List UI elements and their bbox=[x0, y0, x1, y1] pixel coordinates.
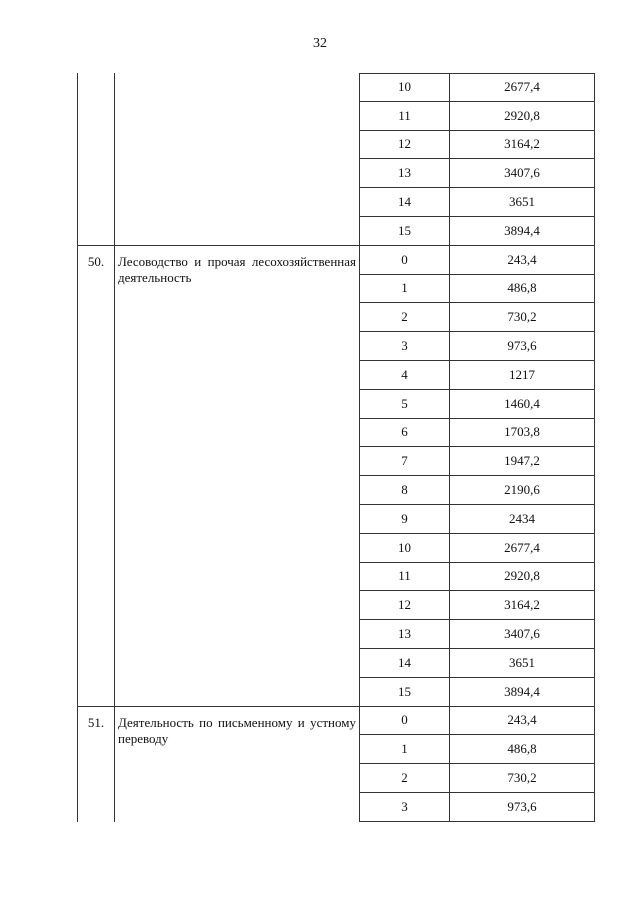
section-51-name: Деятельность по письменному и устному переводу bbox=[118, 715, 356, 746]
table-row bbox=[359, 303, 595, 332]
level-cell: 12 bbox=[360, 131, 450, 159]
value-cell: 243,4 bbox=[507, 251, 537, 267]
value-cell: 486,8 bbox=[507, 741, 537, 757]
level-cell: 4 bbox=[360, 361, 450, 389]
value-cell: 3407,6 bbox=[504, 165, 540, 181]
table-row bbox=[359, 591, 595, 620]
level-cell: 2 bbox=[360, 303, 450, 331]
value-cell: 2677,4 bbox=[504, 79, 540, 95]
value-cell: 3894,4 bbox=[504, 683, 540, 699]
value-cell: 2677,4 bbox=[504, 539, 540, 555]
level-cell: 2 bbox=[360, 764, 450, 792]
table-row bbox=[359, 707, 595, 736]
value-cell: 3651 bbox=[509, 194, 535, 210]
table-row bbox=[359, 159, 595, 188]
table-row bbox=[359, 649, 595, 678]
value-cell: 3164,2 bbox=[504, 136, 540, 152]
table-row bbox=[359, 390, 595, 419]
level-cell: 14 bbox=[360, 188, 450, 216]
value-cell: 486,8 bbox=[507, 280, 537, 296]
table-row bbox=[359, 361, 595, 390]
table-row bbox=[359, 332, 595, 361]
section-51-number: 51. bbox=[87, 715, 105, 730]
value-cell: 3407,6 bbox=[504, 626, 540, 642]
table-row bbox=[359, 505, 595, 534]
value-cell: 3894,4 bbox=[504, 222, 540, 238]
table-row bbox=[359, 217, 595, 246]
table-row bbox=[359, 620, 595, 649]
value-cell: 1460,4 bbox=[504, 395, 540, 411]
table-row bbox=[359, 534, 595, 563]
level-cell: 13 bbox=[360, 620, 450, 648]
value-cell: 2190,6 bbox=[504, 482, 540, 498]
value-cell: 1947,2 bbox=[504, 453, 540, 469]
table-row bbox=[359, 563, 595, 592]
level-cell: 10 bbox=[360, 534, 450, 562]
level-cell: 7 bbox=[360, 447, 450, 475]
level-cell: 15 bbox=[360, 678, 450, 706]
value-cell: 2434 bbox=[509, 510, 535, 526]
level-cell: 9 bbox=[360, 505, 450, 533]
table-left-border bbox=[77, 73, 78, 822]
level-cell: 10 bbox=[360, 74, 450, 101]
value-cell: 1217 bbox=[509, 366, 535, 382]
table-row bbox=[359, 73, 595, 102]
value-cell: 3651 bbox=[509, 654, 535, 670]
level-cell: 6 bbox=[360, 419, 450, 447]
level-cell: 14 bbox=[360, 649, 450, 677]
level-cell: 0 bbox=[360, 707, 450, 735]
table-row bbox=[359, 678, 595, 707]
value-cell: 730,2 bbox=[507, 309, 537, 325]
level-cell: 0 bbox=[360, 246, 450, 274]
table-row bbox=[359, 102, 595, 131]
section-51-top-border bbox=[77, 706, 359, 707]
value-cell: 3164,2 bbox=[504, 597, 540, 613]
value-cell: 973,6 bbox=[507, 338, 537, 354]
level-cell: 3 bbox=[360, 332, 450, 360]
level-cell: 3 bbox=[360, 793, 450, 821]
level-cell: 12 bbox=[360, 591, 450, 619]
level-cell: 8 bbox=[360, 476, 450, 504]
section-50-number: 50. bbox=[87, 254, 105, 269]
level-cell: 13 bbox=[360, 159, 450, 187]
value-cell: 2920,8 bbox=[504, 568, 540, 584]
value-cell: 730,2 bbox=[507, 770, 537, 786]
table-row bbox=[359, 131, 595, 160]
section-50-top-border bbox=[77, 245, 359, 246]
table-row bbox=[359, 188, 595, 217]
table-row bbox=[359, 476, 595, 505]
table-row bbox=[359, 419, 595, 448]
level-cell: 11 bbox=[360, 102, 450, 130]
level-cell: 15 bbox=[360, 217, 450, 245]
value-cell: 973,6 bbox=[507, 798, 537, 814]
level-cell: 1 bbox=[360, 275, 450, 303]
table-row bbox=[359, 793, 595, 822]
level-cell: 5 bbox=[360, 390, 450, 418]
section-50-name: Лесоводство и прочая лесохозяйственная деятельность bbox=[118, 254, 356, 285]
value-cell: 2920,8 bbox=[504, 107, 540, 123]
value-cell: 243,4 bbox=[507, 712, 537, 728]
page-number: 32 bbox=[313, 36, 327, 51]
table-row bbox=[359, 447, 595, 476]
table-row bbox=[359, 735, 595, 764]
value-cell: 1703,8 bbox=[504, 424, 540, 440]
level-cell: 11 bbox=[360, 563, 450, 591]
table-row bbox=[359, 764, 595, 793]
table-row bbox=[359, 246, 595, 275]
level-cell: 1 bbox=[360, 735, 450, 763]
table-row bbox=[359, 275, 595, 304]
number-column-divider bbox=[114, 73, 115, 822]
